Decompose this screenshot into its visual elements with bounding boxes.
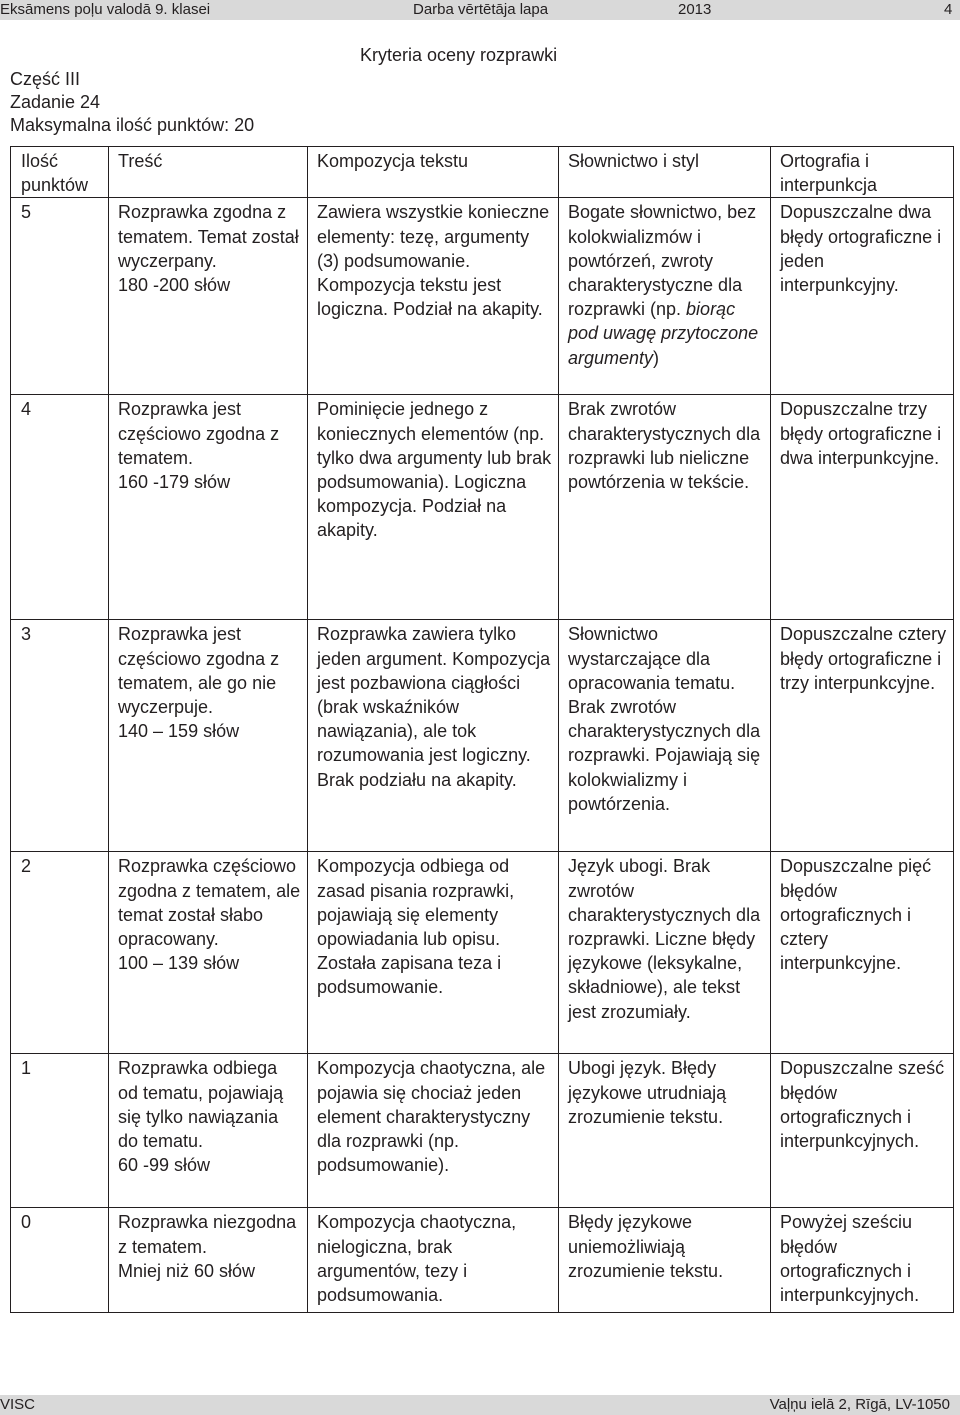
content-text: Rozprawka częściowo zgodna z tematem, ale temat został słabo opracowany. — [118, 856, 301, 950]
content-text: Rozprawka jest częściowo zgodna z tematem. — [118, 399, 280, 468]
content-cell — [109, 198, 308, 395]
header-page-number: 4 — [944, 1, 953, 18]
points-cell: 5 — [11, 198, 109, 395]
content-cell — [109, 1054, 308, 1208]
word-count: 180 -200 słów — [118, 275, 231, 296]
vocabulary-cell: Język ubogi. Brak zwrotów charakterystycznych dla rozprawki. Liczne błędy językowe (leksykalne, składniowe), ale tekst jest zrozumiały. — [559, 852, 771, 1054]
composition-cell: Rozprawka zawiera tylko jeden argument. Kompozycja jest pozbawiona ciągłości (brak wskaźników nawiązania), ale tok rozumowania jest logiczny. Brak podziału na akapity. — [308, 620, 559, 852]
header-exam-title: Eksāmens poļu valodā 9. klasei — [0, 1, 211, 18]
page-header — [0, 0, 960, 20]
content-text: Rozprawka niezgodna z tematem. — [118, 1212, 297, 1257]
composition-cell: Kompozycja chaotyczna, nielogiczna, brak argumentów, tezy i podsumowania. — [308, 1208, 559, 1313]
task-intro — [10, 68, 254, 137]
word-count: Mniej niż 60 słów — [118, 1260, 256, 1281]
header-content: Treść — [109, 147, 308, 198]
content-cell — [109, 395, 308, 620]
content-text: Rozprawka zgodna z tematem. Temat został wyczerpany. — [118, 202, 299, 271]
table-row — [11, 395, 954, 620]
vocabulary-closing: ) — [653, 347, 660, 368]
table-header-row — [11, 147, 954, 198]
header-composition: Kompozycja tekstu — [308, 147, 559, 198]
spelling-cell: Dopuszczalne cztery błędy ortograficzne i trzy interpunkcyjne. — [771, 620, 954, 852]
content-cell — [109, 1208, 308, 1313]
footer-org: VISC — [0, 1396, 36, 1413]
content-cell — [109, 620, 308, 852]
part-label: Część III — [10, 69, 81, 89]
table-row — [11, 1208, 954, 1313]
table-row — [11, 620, 954, 852]
page-footer — [0, 1395, 960, 1415]
content-text: Rozprawka odbiega od tematu, pojawiają się tylko nawiązania do tematu. — [118, 1058, 284, 1152]
table-row — [11, 1054, 954, 1208]
header-spelling: Ortografia i interpunkcja — [771, 147, 954, 198]
composition-cell: Kompozycja odbiega od zasad pisania rozprawki, pojawiają się elementy opowiadania lub opisu. Została zapisana teza i podsumowanie. — [308, 852, 559, 1054]
criteria-table — [10, 146, 954, 1313]
points-cell: 1 — [11, 1054, 109, 1208]
header-sheet-title: Darba vērtētāja lapa — [413, 1, 549, 18]
vocabulary-text: Bogate słownictwo, bez kolokwializmów i powtórzeń, zwroty charakterystyczne dla rozprawki (np. — [568, 202, 757, 320]
task-label: Zadanie 24 — [10, 92, 101, 112]
vocabulary-cell: Brak zwrotów charakterystycznych dla rozprawki lub nieliczne powtórzenia w tekście. — [559, 395, 771, 620]
points-cell: 4 — [11, 395, 109, 620]
word-count: 60 -99 słów — [118, 1155, 211, 1176]
points-cell: 2 — [11, 852, 109, 1054]
word-count: 100 – 139 słów — [118, 953, 240, 974]
composition-cell: Zawiera wszystkie konieczne elementy: tezę, argumenty (3) podsumowanie. Kompozycja tekstu jest logiczna. Podział na akapity. — [308, 198, 559, 395]
criteria-title: Kryteria oceny rozprawki — [360, 45, 558, 65]
table-row — [11, 852, 954, 1054]
spelling-cell: Dopuszczalne pięć błędów ortograficznych i cztery interpunkcyjne. — [771, 852, 954, 1054]
content-text: Rozprawka jest częściowo zgodna z tematem, ale go nie wyczerpuje. — [118, 624, 280, 718]
vocabulary-cell — [559, 198, 771, 395]
vocabulary-cell: Ubogi język. Błędy językowe utrudniają zrozumienie tekstu. — [559, 1054, 771, 1208]
max-points-label: Maksymalna ilość punktów: 20 — [10, 115, 255, 135]
spelling-cell: Powyżej sześciu błędów ortograficznych i interpunkcyjnych. — [771, 1208, 954, 1313]
word-count: 140 – 159 słów — [118, 721, 240, 742]
footer-address: Vaļņu ielā 2, Rīgā, LV-1050 — [769, 1396, 950, 1413]
content-cell — [109, 852, 308, 1054]
spelling-cell: Dopuszczalne dwa błędy ortograficzne i jeden interpunkcyjny. — [771, 198, 954, 395]
table-row — [11, 198, 954, 395]
header-vocabulary: Słownictwo i styl — [559, 147, 771, 198]
vocabulary-cell: Słownictwo wystarczające dla opracowania tematu. Brak zwrotów charakterystycznych dla rozprawki. Pojawiają się kolokwializmy i powtórzenia. — [559, 620, 771, 852]
vocabulary-example: biorąc pod uwagę przytoczone argumenty — [568, 299, 759, 368]
header-year: 2013 — [678, 1, 712, 18]
spelling-cell: Dopuszczalne trzy błędy ortograficzne i dwa interpunkcyjne. — [771, 395, 954, 620]
word-count: 160 -179 słów — [118, 472, 231, 493]
composition-cell: Kompozycja chaotyczna, ale pojawia się chociaż jeden element charakterystyczny dla rozprawki (np. podsumowanie). — [308, 1054, 559, 1208]
vocabulary-cell: Błędy językowe uniemożliwiają zrozumienie tekstu. — [559, 1208, 771, 1313]
composition-cell: Pominięcie jednego z koniecznych elementów (np. tylko dwa argumenty lub brak podsumowania). Logiczna kompozycja. Podział na akapity. — [308, 395, 559, 620]
points-cell: 3 — [11, 620, 109, 852]
points-cell: 0 — [11, 1208, 109, 1313]
header-points: Ilość punktów — [11, 147, 109, 198]
spelling-cell: Dopuszczalne sześć błędów ortograficznych i interpunkcyjnych. — [771, 1054, 954, 1208]
